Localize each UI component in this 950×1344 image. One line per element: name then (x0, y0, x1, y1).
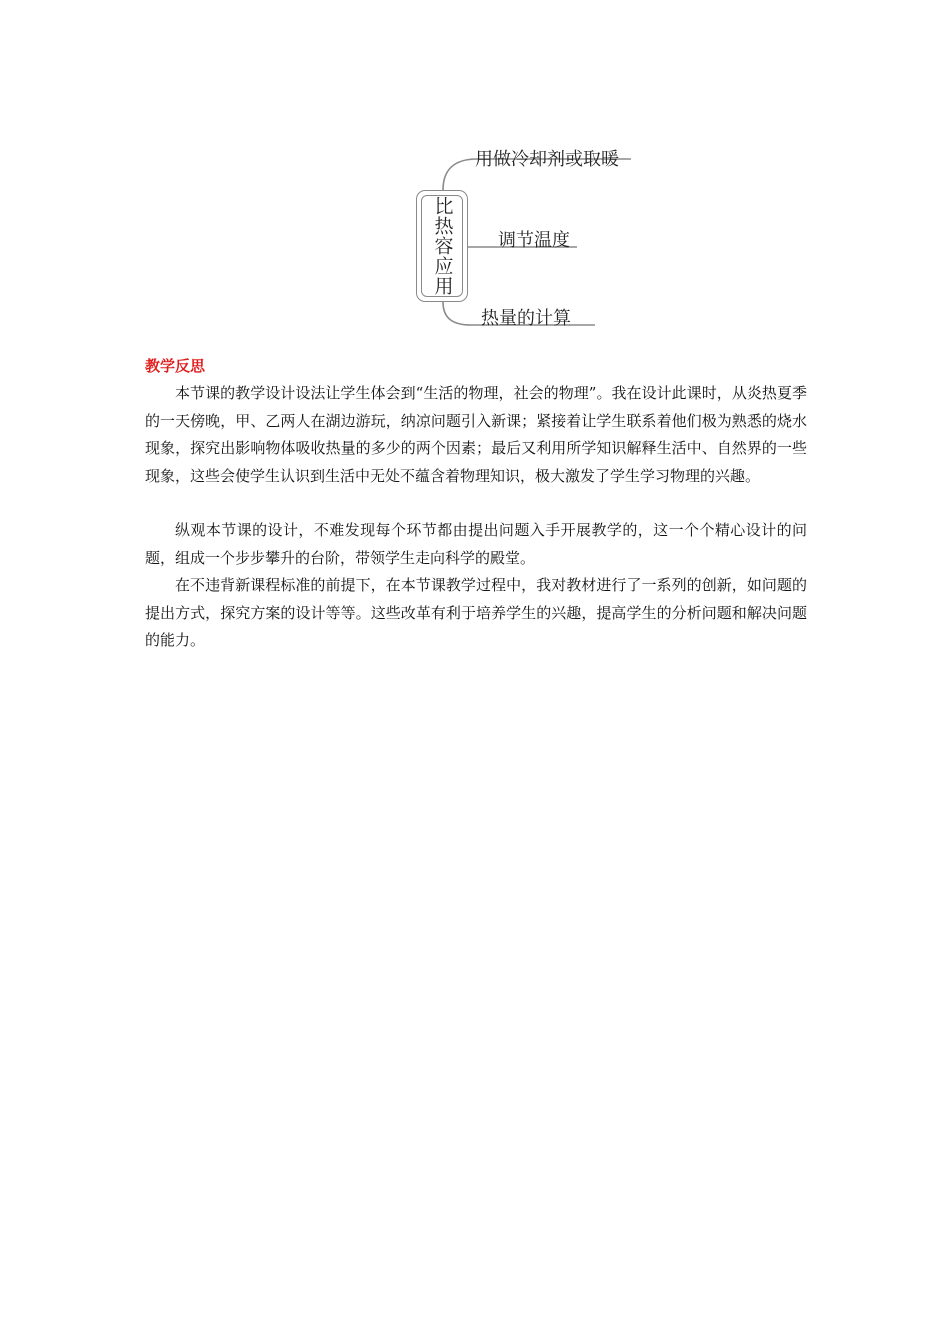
reflection-paragraph-1: 本节课的教学设计设法让学生体会到“生活的物理，社会的物理”。我在设计此课时，从炎热夏季的一天傍晚，甲、乙两人在湖边游玩，纳凉问题引入新课；紧接着让学生联系着他们极为熟悉的烧水现象，探究出影响物体吸收热量的多少的两个因素；最后又利用所学知识解释生活中、自然界的一些现象，这些会使学生认识到生活中无处不蕴含着物理知识，极大激发了学生学习物理的兴趣。 (145, 384, 807, 485)
mind-map (405, 135, 665, 335)
section-title-reflection: 教学反思 (145, 357, 206, 375)
branch-label-heat-calc: 热量的计算 (481, 308, 571, 329)
reflection-paragraph-3: 在不违背新课程标准的前提下，在本节课教学过程中，我对教材进行了一系列的创新，如问题的提出方式，探究方案的设计等等。这些改革有利于培养学生的兴趣，提高学生的分析问题和解决问题的能力。 (145, 576, 807, 649)
mind-map-center-node (416, 190, 468, 302)
branch-label-temperature: 调节温度 (498, 230, 570, 251)
reflection-paragraph-2: 纵观本节课的设计，不难发现每个环节都由提出问题入手开展教学的，这一个个精心设计的问题，组成一个步步攀升的台阶，带领学生走向科学的殿堂。 (145, 521, 807, 567)
mind-map-center-label: 比热容应用 (431, 196, 454, 296)
branch-label-cooling: 用做冷却剂或取暖 (475, 149, 619, 170)
